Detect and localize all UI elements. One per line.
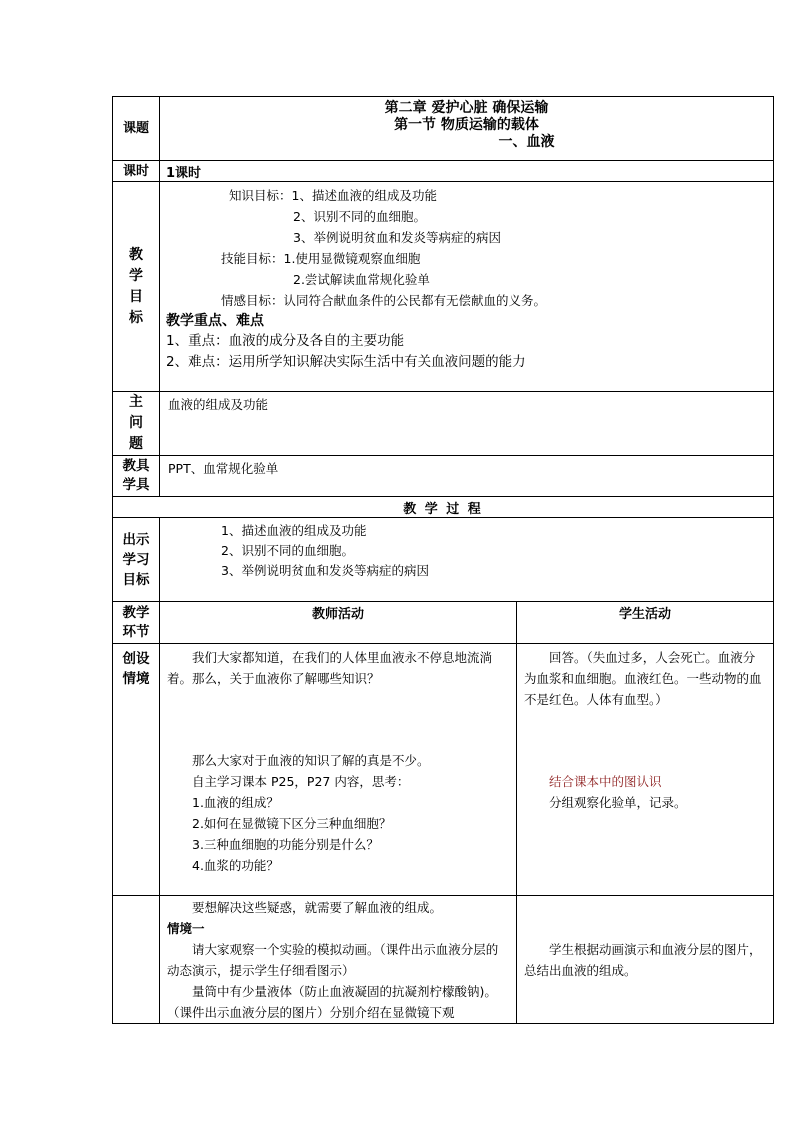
period-value: 1课时 xyxy=(160,161,774,182)
label-period-text: 课时 xyxy=(122,163,149,179)
label-char: 主 xyxy=(129,394,143,410)
situation-student-cell xyxy=(517,896,774,1024)
scene-student-cell xyxy=(517,644,774,896)
situation-teacher-intro: 要想解决这些疑惑，就需要了解血液的组成。 xyxy=(192,900,443,915)
label-char: 标 xyxy=(129,309,143,326)
objectives-cell xyxy=(160,182,774,392)
label-period xyxy=(113,161,160,182)
scene-question: 2.如何在显微镜下区分三种血细胞？ xyxy=(192,816,392,831)
row-tools xyxy=(113,456,774,497)
situation-teacher-cylinder: 量筒中有少量液体（防止血液凝固的抗凝剂柠檬酸钠)。（课件出示血液分层的图片）分别介绍在显微镜下观 xyxy=(167,984,497,1020)
label-topic-text: 课题 xyxy=(122,121,149,136)
show-goal-item: 3、举例说明贫血和发炎等病症的病因 xyxy=(221,563,429,578)
label-line: 情境 xyxy=(122,671,150,687)
scene-student-answer: 回答。（失血过多，人会死亡。血液分为血浆和血细胞。血液红色。一些动物的血不是红色。人体有血型。） xyxy=(524,650,762,707)
row-situation-one xyxy=(113,896,774,1024)
row-topic xyxy=(113,97,774,161)
label-line: 学具 xyxy=(122,477,150,493)
row-main-question xyxy=(113,392,774,456)
title-cell xyxy=(160,97,774,161)
header-student-activity: 学生活动 xyxy=(517,602,774,644)
label-line: 教具 xyxy=(122,458,150,474)
label-line: 出示 xyxy=(122,531,150,548)
label-line: 教学 xyxy=(122,604,150,621)
emotion-goal: 情感目标：认同符合献血条件的公民都有无偿献血的义务。 xyxy=(221,293,547,308)
scene-question: 4.血浆的功能？ xyxy=(192,858,279,873)
row-show-goals xyxy=(113,518,774,602)
row-objectives xyxy=(113,182,774,392)
label-main-question xyxy=(113,392,160,456)
key-points-heading: 教学重点、难点 xyxy=(166,313,264,329)
spacer xyxy=(167,689,510,750)
scene-teacher-task: 自主学习课本 P25，P27 内容，思考： xyxy=(192,774,410,789)
show-goal-item: 1、描述血液的组成及功能 xyxy=(221,523,367,538)
tools-value: PPT、血常规化验单 xyxy=(160,456,774,497)
row-column-headers xyxy=(113,602,774,644)
label-char: 教 xyxy=(129,246,143,263)
label-char: 问 xyxy=(129,415,143,431)
knowledge-goal-1: 知识目标：1、描述血液的组成及功能 xyxy=(229,188,437,203)
show-goal-item: 2、识别不同的血细胞。 xyxy=(221,543,354,558)
scene-student-figure-note: 结合课本中的图认识 xyxy=(549,774,662,789)
scene-teacher-summary: 那么大家对于血液的知识了解的真是不少。 xyxy=(192,753,430,768)
key-point: 1、重点：血液的成分及各自的主要功能 xyxy=(166,333,405,349)
scene-teacher-cell xyxy=(160,644,517,896)
row-scene xyxy=(113,644,774,896)
label-char: 目 xyxy=(129,288,143,305)
show-goals-cell xyxy=(160,518,774,602)
skill-goal-2: 2.尝试解读血常规化验单 xyxy=(293,272,430,287)
label-char: 学 xyxy=(129,267,143,284)
lesson-plan-sheet xyxy=(112,96,773,1018)
label-topic xyxy=(113,97,160,161)
header-teacher-activity: 教师活动 xyxy=(160,602,517,644)
label-line: 学习 xyxy=(122,551,150,568)
scene-teacher-intro: 我们大家都知道，在我们的人体里血液永不停息地流淌着。那么，关于血液你了解哪些知识？ xyxy=(167,650,493,686)
difficult-point: 2、难点：运用所学知识解决实际生活中有关血液问题的能力 xyxy=(166,354,526,370)
scene-question: 3.三种血细胞的功能分别是什么？ xyxy=(192,837,379,852)
label-objectives xyxy=(113,182,160,392)
label-char: 题 xyxy=(129,436,143,452)
label-line: 创设 xyxy=(122,651,150,667)
label-empty xyxy=(113,896,160,1024)
process-heading: 教 学 过 程 xyxy=(113,497,774,518)
lesson-title: 一、血液 xyxy=(498,134,555,150)
label-tools xyxy=(113,456,160,497)
label-show-goals xyxy=(113,518,160,602)
spacer xyxy=(524,710,767,771)
row-period xyxy=(113,161,774,182)
chapter-title: 第二章 爱护心脏 确保运输 xyxy=(384,100,549,116)
situation-heading: 情境一 xyxy=(167,921,205,936)
scene-student-observe: 分组观察化验单，记录。 xyxy=(549,795,687,810)
knowledge-goal-2: 2、识别不同的血细胞。 xyxy=(293,209,426,224)
skill-goal-1: 技能目标：1.使用显微镜观察血细胞 xyxy=(221,251,421,266)
scene-question: 1.血液的组成？ xyxy=(192,795,279,810)
row-process-heading xyxy=(113,497,774,518)
main-question-value: 血液的组成及功能 xyxy=(160,392,774,456)
label-line: 目标 xyxy=(122,571,150,588)
label-line: 环节 xyxy=(122,623,150,640)
situation-teacher-cell xyxy=(160,896,517,1024)
situation-teacher-animation: 请大家观察一个实验的模拟动画。（课件出示血液分层的动态演示，提示学生仔细看图示） xyxy=(167,942,499,978)
label-scene xyxy=(113,644,160,896)
lesson-plan-table xyxy=(112,96,774,1024)
label-stage xyxy=(113,602,160,644)
section-title: 第一节 物质运输的载体 xyxy=(394,117,539,133)
knowledge-goal-3: 3、举例说明贫血和发炎等病症的病因 xyxy=(293,230,501,245)
situation-student-summary: 学生根据动画演示和血液分层的图片，总结出血液的组成。 xyxy=(524,942,762,978)
